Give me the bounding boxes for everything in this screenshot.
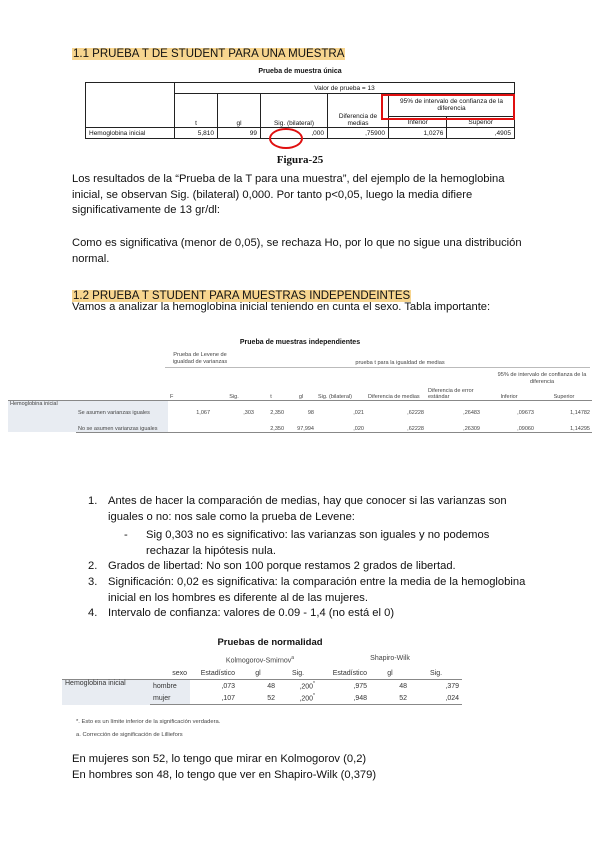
cell: ,200* [278, 692, 318, 705]
ci-highlight-box [381, 94, 515, 120]
section-2-intro: Vamos a analizar la hemoglobina inicial teniendo en cunta el sexo. Tabla importante: [72, 301, 491, 313]
levene-header: Prueba de Levene de igualdad de varianzas [172, 352, 228, 365]
col-lower: Inferior [500, 393, 518, 400]
cell: ,021 [316, 400, 366, 416]
col-sig-bilateral: Sig. (bilateral) [318, 393, 352, 400]
cell: 1,14782 [536, 400, 592, 416]
col-mean-diff: Diferencia de medias [328, 94, 389, 128]
row-sublabel: Se asumen varianzas iguales [76, 400, 168, 416]
section-2-heading: 1.2 PRUEBA T STUDENT PARA MUESTRAS INDEPENDEINTES [73, 290, 411, 302]
cell: ,75900 [328, 128, 389, 139]
col-gl: gl [298, 393, 304, 400]
col-sig: Sig. [229, 393, 239, 400]
col-gl: gl [218, 94, 261, 128]
cell: 48 [370, 680, 410, 693]
cell: ,62228 [366, 416, 426, 432]
cell: 2,350 [256, 400, 286, 416]
cell: 5,810 [175, 128, 218, 139]
normality-table [62, 667, 462, 705]
col-ks-sig: Sig. [291, 669, 305, 677]
row-sublabel: No se asumen varianzas iguales [76, 416, 168, 432]
cell: 52 [238, 692, 278, 705]
cell: ,020 [316, 416, 366, 432]
table-row [62, 680, 462, 693]
col-sw-stat: Estadístico [332, 669, 367, 677]
paragraph-1: Los resultados de la “Prueba de la T para una muestra”, del ejemplo de la hemoglobina inicial, se observan Sig. (bilateral) 0,000. Por tanto p<0,05, luego la media difiere significativamente de 13 gr/dl: [72, 173, 505, 216]
cell-sig: ,000 [261, 128, 328, 139]
col-upper: Superior [447, 117, 515, 128]
ci-header: 95% de intervalo de confianza de la diferencia [389, 94, 515, 117]
col-sw-sig: Sig. [429, 669, 443, 677]
col-mean-diff: Diferencia de medias [368, 393, 420, 400]
sexo-label: sexo [172, 669, 187, 677]
cell [168, 416, 212, 432]
cell: ,09673 [482, 400, 536, 416]
cell: 98 [286, 400, 316, 416]
conclusion-2: En hombres son 48, lo tengo que ver en Shapiro-Wilk (0,379) [72, 769, 377, 781]
one-sample-table-title: Prueba de muestra única [258, 68, 342, 75]
col-ks-gl: gl [255, 669, 261, 677]
cell: ,200* [278, 680, 318, 693]
normality-table-title: Pruebas de normalidad [217, 637, 323, 648]
table-row [8, 416, 592, 432]
cell: 99 [218, 128, 261, 139]
col-sw-gl: gl [387, 669, 393, 677]
table-row [8, 400, 592, 416]
cell: 1,067 [168, 400, 212, 416]
test-value-header: Valor de prueba = 13 [175, 83, 515, 94]
cell: 2,350 [256, 416, 286, 432]
section-1-heading: 1.1 PRUEBA T DE STUDENT PARA UNA MUESTRA [73, 48, 345, 60]
list-item-1: Antes de hacer la comparación de medias, hay que conocer si las varianzas son iguales o no: nos sale como la prueba de Levene: [108, 495, 507, 523]
cell: ,107 [190, 692, 238, 705]
group-label: hombre [150, 680, 190, 693]
group-label: mujer [150, 692, 190, 705]
cell: 52 [370, 692, 410, 705]
cell: ,09060 [482, 416, 536, 432]
cell: ,4905 [447, 128, 515, 139]
ttest-header: prueba t para la igualdad de medias [355, 360, 445, 366]
row-label: Hemoglobina inicial [86, 128, 175, 139]
list-item-4: Intervalo de confianza: valores de 0.09 - 1,4 (no está el 0) [108, 607, 395, 619]
ks-header: Kolmogorov-Smirnov$^a$ [225, 655, 295, 665]
col-t: t [270, 393, 272, 400]
col-f: F [170, 393, 174, 400]
cell [212, 416, 256, 432]
col-ks-stat: Estadístico [200, 669, 235, 677]
cell: ,379 [410, 680, 462, 693]
ci-header-2: 95% de intervalo de confianza de la diferencia [497, 372, 587, 385]
cell: ,024 [410, 692, 462, 705]
list-item-3: Significación: 0,02 es significativa: la comparación entre la media de la hemoglobina inicial en los hombres es diferente al de las mujeres. [108, 576, 526, 604]
cell: 1,0276 [389, 128, 447, 139]
footnote-1: *. Esto es un límite inferior de la significación verdadera. [76, 719, 221, 725]
col-lower: Inferior [389, 117, 447, 128]
independent-table-title: Prueba de muestras independientes [239, 339, 361, 346]
figure-caption: Figura-25 [276, 154, 324, 166]
cell: 97,994 [286, 416, 316, 432]
col-upper: Superior [553, 393, 575, 400]
cell: ,26309 [426, 416, 482, 432]
cell: ,073 [190, 680, 238, 693]
cell: 48 [238, 680, 278, 693]
cell: ,62228 [366, 400, 426, 416]
col-std-error: Diferencia de error estándar [428, 387, 474, 400]
row-label: Hemoglobina inicial [62, 680, 150, 705]
cell: ,26483 [426, 400, 482, 416]
conclusion-1: En mujeres son 52, lo tengo que mirar en Kolmogorov (0,2) [72, 753, 367, 765]
list-subitem: Sig 0,303 no es significativo: las varianzas son iguales y no podemos rechazar la hipótesis nula. [146, 529, 490, 557]
cell: 1,14295 [536, 416, 592, 432]
independent-table [8, 378, 592, 433]
col-sig: Sig. (bilateral) [261, 94, 328, 128]
cell: ,303 [212, 400, 256, 416]
list-item-2: Grados de libertad: No son 100 porque restamos 2 grados de libertad. [108, 560, 456, 572]
footnote-2: a. Corrección de significación de Lilliefors [76, 732, 183, 738]
col-t: t [175, 94, 218, 128]
sw-header: Shapiro-Wilk [370, 655, 410, 662]
cell: ,948 [318, 692, 370, 705]
row-label: Hemoglobina inicial [8, 400, 76, 432]
cell: ,975 [318, 680, 370, 693]
paragraph-2: Como es significativa (menor de 0,05), se rechaza Ho, por lo que no sigue una distribución normal. [72, 237, 522, 265]
sig-highlight-circle [269, 128, 303, 149]
